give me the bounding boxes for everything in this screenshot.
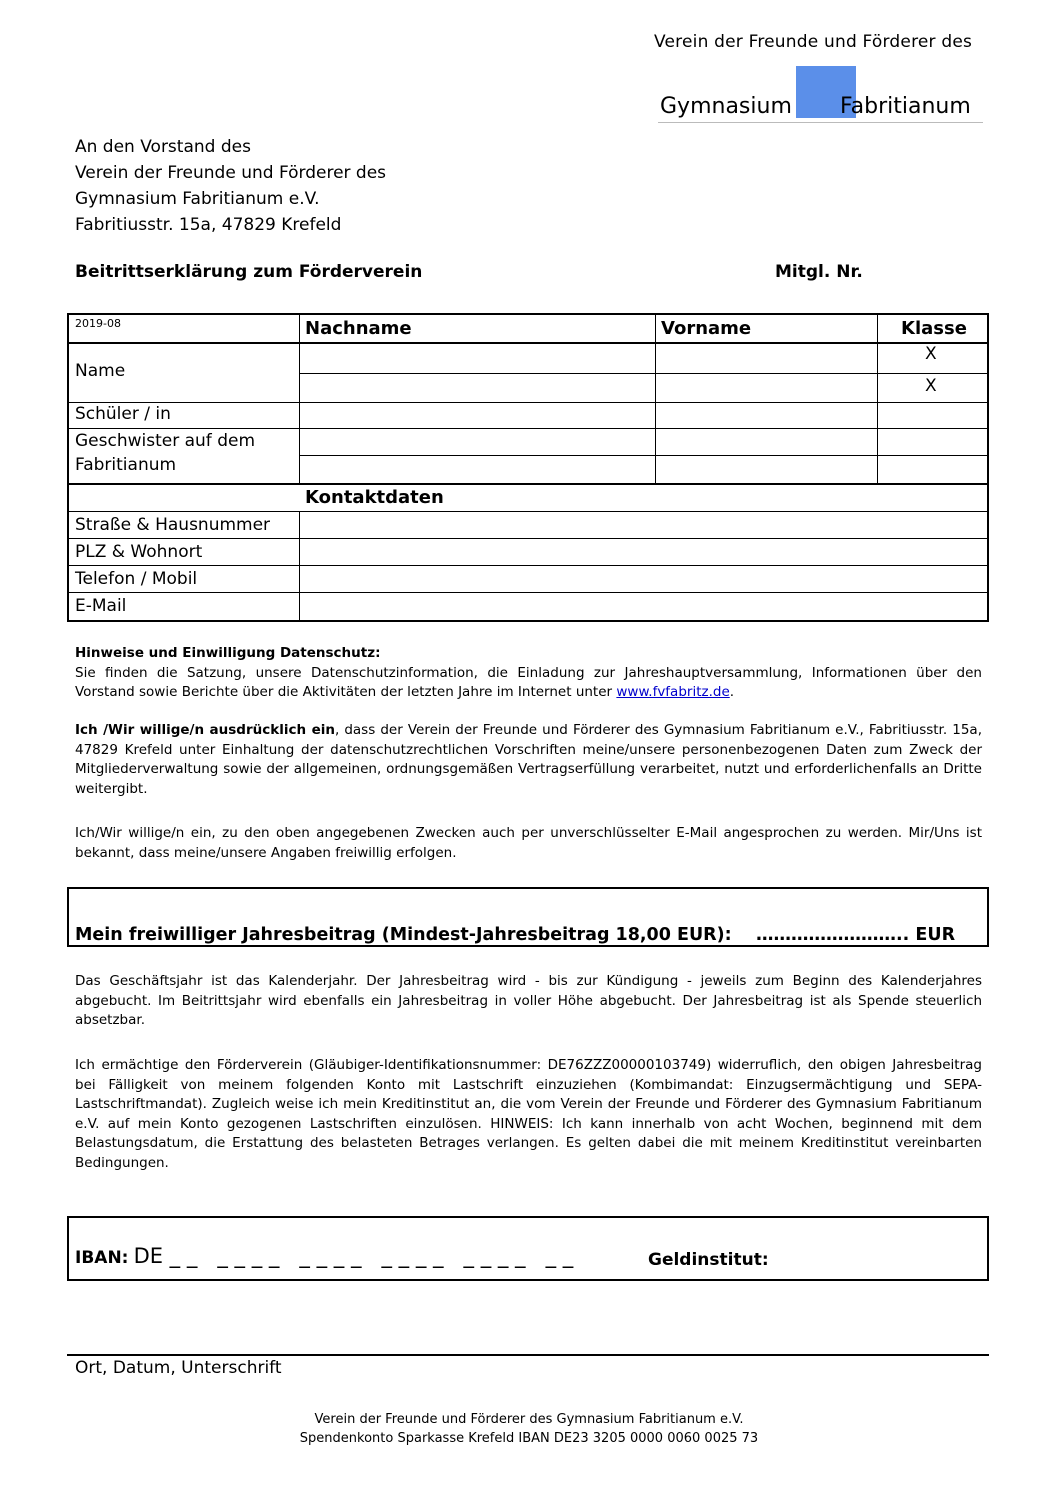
contribution-line <box>75 925 955 945</box>
consent-paragraph <box>75 721 982 799</box>
privacy-text-end: . <box>729 684 735 700</box>
table-rule <box>69 511 987 512</box>
table-rule <box>299 511 300 620</box>
table-rule <box>299 373 987 374</box>
table-rule <box>69 565 987 566</box>
class-mark: X <box>925 376 937 396</box>
iban-row <box>75 1244 573 1268</box>
consent-bold: Ich /Wir willige/n ausdrücklich ein <box>75 722 335 738</box>
logo-word-gymnasium: Gymnasium <box>660 94 792 119</box>
address-line: Verein der Freunde und Förderer des <box>75 163 387 183</box>
iban-field[interactable]: DE _ _ _ _ _ _ _ _ _ _ _ _ _ _ _ _ _ _ _ _ <box>133 1244 574 1268</box>
website-link[interactable]: www.fvfabritz.de <box>616 684 730 700</box>
class-mark: X <box>925 344 937 364</box>
signature-line[interactable] <box>67 1354 989 1356</box>
table-rule <box>69 483 987 485</box>
contact-header: Kontaktdaten <box>305 487 444 508</box>
table-rule <box>877 315 878 483</box>
privacy-text: Sie finden die Satzung, unsere Datenschutzinformation, die Einladung zur Jahreshauptversammlung, Informationen über den Vorstand sowie Berichte über die Aktivitäten der letzten Jahre im Internet unter <box>75 664 982 700</box>
form-version: 2019-08 <box>75 317 121 330</box>
membership-table <box>67 313 989 622</box>
header-class: Klasse <box>901 318 967 339</box>
row-label-zip-city: PLZ & Wohnort <box>75 542 203 562</box>
sepa-mandate-paragraph: Ich ermächtige den Förderverein (Gläubiger-Identifikationsnummer: DE76ZZZ00000103749) widerruflich, den obigen Jahresbeitrag bei Fälligkeit von meinem folgenden Konto mit Lastschrift einzuziehen (Kombimandat: Einzugsermächtigung und SEPA-Lastschriftmandat). Zugleich weise ich mein Kreditinstitut an, die vom Verein der Freunde und Förderer des Gymnasium Fabritianum e.V. auf mein Konto gezogenen Lastschriften einzulösen. HINWEIS: Ich kann innerhalb von acht Wochen, beginnend mit dem Belastungsdatum, die Erstattung des belasteten Betrages verlangen. Es gelten dabei die mit meinem Kreditinstitut vereinbarten Bedingungen. <box>75 1057 982 1171</box>
footer-line-2: Spendenkonto Sparkasse Krefeld IBAN DE23 3205 0000 0060 0025 73 <box>299 1431 759 1446</box>
recipient-address <box>75 134 386 238</box>
consent-text: , dass der Verein der Freunde und Förderer des Gymnasium Fabritianum e.V., Fabritiusstr. 15a, 47829 Krefeld unter Einhaltung der datenschutzrechtlichen Vorschriften meine/unsere personenbezogenen Daten zum Zweck der Mitgliederverwaltung sowie der allgemeinen, ordnungsgemäßen Vertragserfüllung verarbeitet, nutzt und erforderlichenfalls an Dritte weitergibt. <box>75 722 982 797</box>
footer-line-1: Verein der Freunde und Förderer des Gymnasium Fabritianum e.V. <box>314 1412 744 1427</box>
member-number-label: Mitgl. Nr. <box>775 262 863 282</box>
row-label-siblings: Geschwister auf dem <box>75 431 256 451</box>
firstname-field[interactable] <box>656 344 877 373</box>
contribution-currency: EUR <box>915 925 956 945</box>
address-line: An den Vorstand des <box>75 137 251 157</box>
contribution-label: Mein freiwilliger Jahresbeitrag (Mindest-Jahresbeitrag 18,00 EUR): <box>75 925 732 945</box>
header-firstname: Vorname <box>661 318 752 339</box>
table-rule <box>299 455 987 456</box>
header-lastname: Nachname <box>305 318 412 339</box>
row-label-siblings-cont: Fabritianum <box>75 455 177 475</box>
row-label-name: Name <box>75 361 126 381</box>
logo-top-line: Verein der Freunde und Förderer des <box>654 32 973 52</box>
iban-label: IBAN: <box>75 1248 129 1268</box>
email-consent-paragraph: Ich/Wir willige/n ein, zu den oben angegebenen Zwecken auch per unverschlüsselter E-Mail angesprochen zu werden. Mir/Uns ist bekannt, dass meine/unsere Angaben freiwillig erfolgen. <box>75 825 982 861</box>
table-rule <box>69 428 987 429</box>
lastname-field[interactable] <box>300 344 655 373</box>
logo-underline <box>658 122 983 123</box>
address-line: Fabritiusstr. 15a, 47829 Krefeld <box>75 215 342 235</box>
privacy-heading: Hinweise und Einwilligung Datenschutz: <box>75 645 381 661</box>
fiscal-year-paragraph: Das Geschäftsjahr ist das Kalenderjahr. Der Jahresbeitrag wird - bis zur Kündigung - jeweils zum Beginn des Kalenderjahres abgebucht. Im Beitrittsjahr wird ebenfalls ein Jahresbeitrag in voller Höhe abgebucht. Der Jahresbeitrag ist als Spende steuerlich absetzbar. <box>75 973 982 1028</box>
contribution-amount-field[interactable]: …………………….. <box>756 925 910 945</box>
table-rule <box>69 538 987 539</box>
form-title: Beitrittserklärung zum Förderverein <box>75 262 423 282</box>
table-rule <box>69 592 987 593</box>
signature-label: Ort, Datum, Unterschrift <box>75 1358 282 1378</box>
row-label-phone: Telefon / Mobil <box>75 569 198 589</box>
table-rule <box>655 315 656 483</box>
privacy-notice <box>75 644 982 703</box>
row-label-student: Schüler / in <box>75 404 171 424</box>
table-rule <box>299 315 300 483</box>
logo-word-fabritianum: Fabritianum <box>840 94 971 119</box>
bank-name-label: Geldinstitut: <box>648 1250 769 1270</box>
table-rule <box>69 402 987 403</box>
row-label-email: E-Mail <box>75 596 127 616</box>
address-line: Gymnasium Fabritianum e.V. <box>75 189 320 209</box>
row-label-street: Straße & Hausnummer <box>75 515 271 535</box>
